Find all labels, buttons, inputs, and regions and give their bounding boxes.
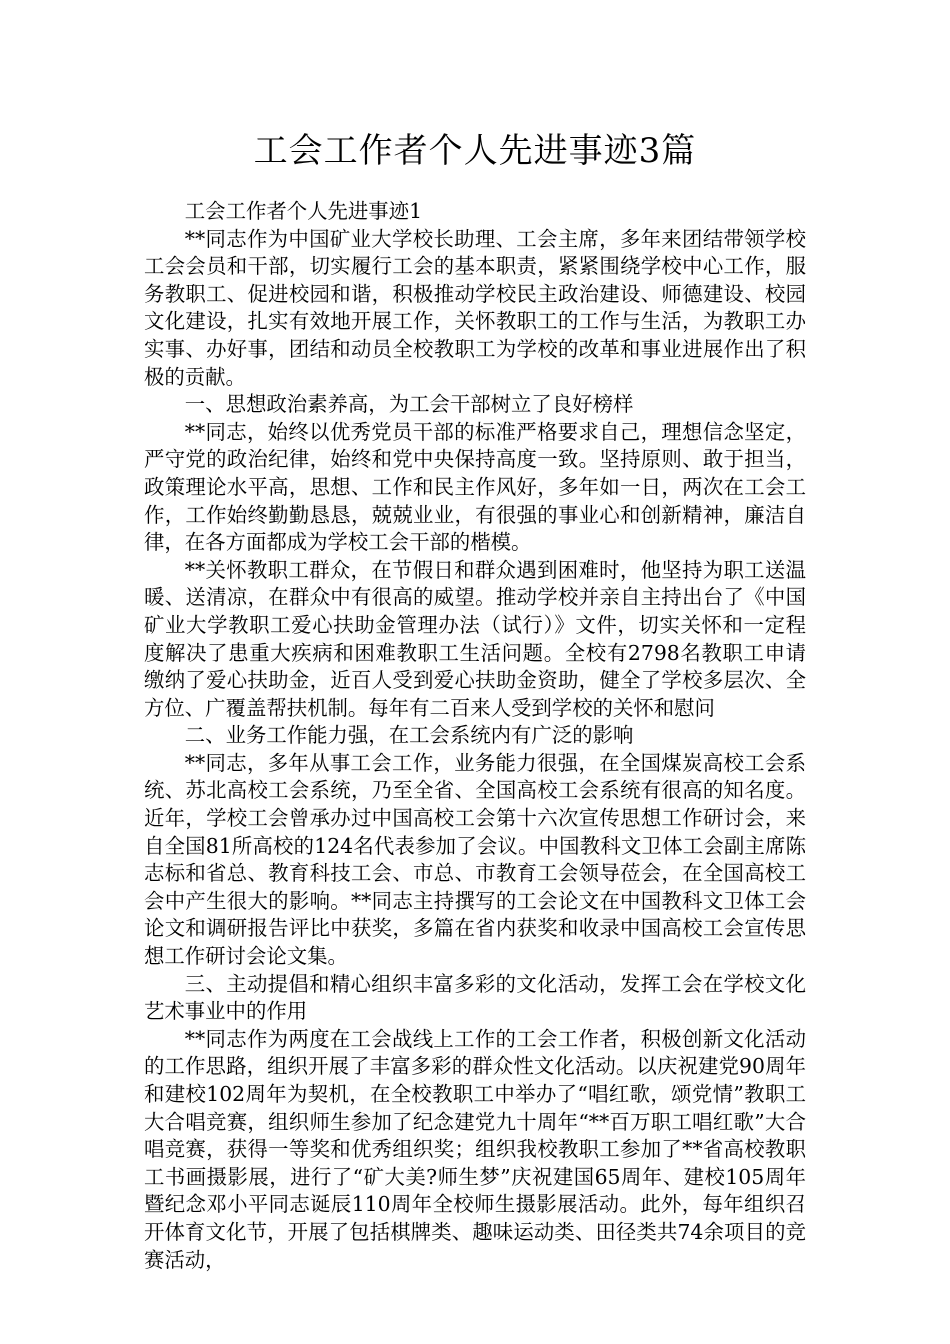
body-paragraph: **同志作为中国矿业大学校长助理、工会主席，多年来团结带领学校工会会员和干部，切实履行工会的基本职责，紧紧围绕学校中心工作，服务教职工、促进校园和谐，积极推动学校民主政治建设、师德建设、校园文化建设，扎实有效地开展工作，关怀教职工的工作与生活，为教职工办实事、办好事，团结和动员全校教职工为学校的改革和事业进展作出了积极的贡献。: [144, 226, 806, 389]
body-paragraph: **同志作为两度在工会战线上工作的工会工作者，积极创新文化活动的工作思路，组织开展了丰富多彩的群众性文化活动。以庆祝建党90周年和建校102周年为契机，在全校教职工中举办了“唱红歌，颂党情”教职工大合唱竞赛，组织师生参加了纪念建党九十周年“**百万职工唱红歌”大合唱竞赛，获得一等奖和优秀组织奖；组织我校教职工参加了**省高校教职工书画摄影展，进行了“矿大美?师生梦”庆祝建国65周年、建校105周年暨纪念邓小平同志诞辰110周年全校师生摄影展活动。此外，每年组织召开体育文化节，开展了包括棋牌类、趣味运动类、田径类共74余项目的竞赛活动，: [144, 1026, 806, 1272]
body-paragraph: **同志，始终以优秀党员干部的标准严格要求自己，理想信念坚定，严守党的政治纪律，始终和党中央保持高度一致。坚持原则、敢于担当，政策理论水平高，思想、工作和民主作风好，多年如一日，两次在工会工作，工作始终勤勤恳恳，兢兢业业，有很强的事业心和创新精神，廉洁自律，在各方面都成为学校工会干部的楷模。: [144, 419, 806, 555]
section-heading: 三、主动提倡和精心组织丰富多彩的文化活动，发挥工会在学校文化艺术事业中的作用: [144, 971, 806, 1024]
section-heading: 二、业务工作能力强，在工会系统内有广泛的影响: [184, 723, 634, 748]
body-paragraph: **同志，多年从事工会工作，业务能力很强，在全国煤炭高校工会系统、苏北高校工会系统，乃至全省、全国高校工会系统有很高的知名度。近年，学校工会曾承办过中国高校工会第十六次宣传思想工作研讨会，来自全国81所高校的124名代表参加了会议。中国教科文卫体工会副主席陈志标和省总、教育科技工会、市总、市教育工会领导莅会，在全国高校工会中产生很大的影响。**同志主持撰写的工会论文在中国教科文卫体工会论文和调研报告评比中获奖，多篇在省内获奖和收录中国高校工会宣传思想工作研讨会论文集。: [144, 750, 806, 969]
section-heading: 工会工作者个人先进事迹1: [184, 199, 423, 223]
document-body: [144, 198, 806, 1274]
body-paragraph: **关怀教职工群众，在节假日和群众遇到困难时，他坚持为职工送温暖、送清凉，在群众中有很高的威望。推动学校并亲自主持出台了《中国矿业大学教职工爱心扶助金管理办法（试行）》文件，切实关怀和一定程度解决了患重大疾病和困难教职工生活问题。全校有2798名教职工申请缴纳了爱心扶助金，近百人受到爱心扶助金资助，健全了学校多层次、全方位、广覆盖帮扶机制。每年有二百来人受到学校的关怀和慰问: [144, 557, 806, 720]
document-title: 工会工作者个人先进事迹3篇: [253, 131, 697, 171]
section-heading: 一、思想政治素养高，为工会干部树立了良好榜样: [184, 392, 634, 417]
